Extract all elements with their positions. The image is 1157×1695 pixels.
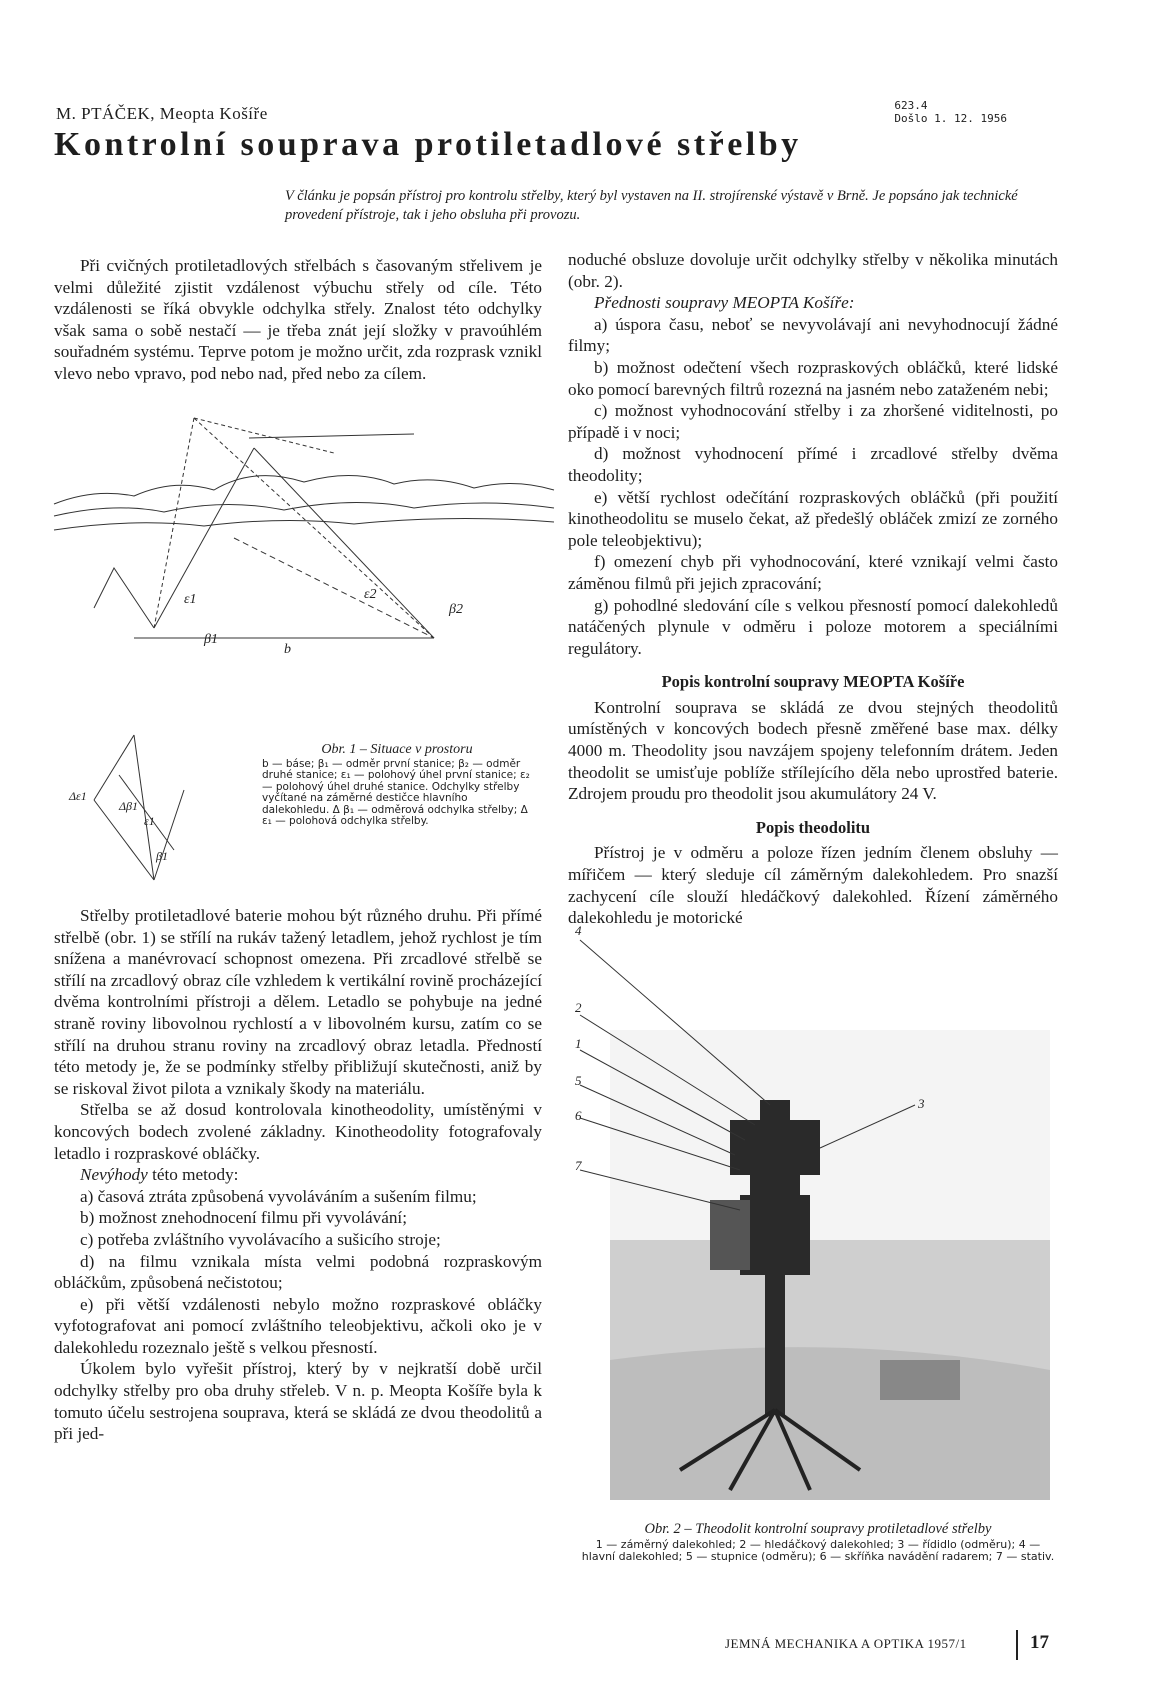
- figure-1-sketch: [54, 418, 554, 718]
- label-delta-beta: Δβ1: [119, 799, 139, 813]
- article-title: Kontrolní souprava protiletadlové střelby: [54, 126, 802, 163]
- disadvantages-heading: [54, 1164, 542, 1186]
- label-beta2: β2: [449, 602, 463, 617]
- callout-5: 5: [575, 1073, 582, 1088]
- paragraph: Úkolem bylo vyřešit přístroj, který by v nejkratší době určil odchylky střelby pro oba druhy střeleb. V n. p. Meopta Košíře byla k tomuto účelu sestrojena souprava, která se skládá ze dvou theodolitů a při jed-: [54, 1359, 542, 1444]
- callout-1: 1: [575, 1036, 582, 1051]
- label-epsilon1: ε1: [184, 592, 197, 607]
- article-meta: [894, 99, 1007, 125]
- figure-1-caption-text: b — báse; β₁ — odměr první stanice; β₂ — odměr druhé stanice; ε₁ — polohový úhel první stanice; ε₂ — polohový úhel druhé stanice. Odchylky střelby vyčítané na záměrné destičce hlavního dalekohledu. Δ β₁ — odměrová odchylka střelby; Δ ε₁ — polohová odchylka střelby.: [262, 757, 530, 827]
- callout-7: 7: [575, 1158, 582, 1173]
- callout-2: 2: [575, 1000, 582, 1015]
- label-base: b: [284, 642, 291, 657]
- paragraph: Při cvičných protiletadlových střelbách s časovaným střelivem je velmi důležité zjistit vzdálenost výbuchu střely od cíle. Této vzdálenosti se říká obvykle odchylka střely. Znalost této odchylky však sama o sobě nestačí — je třeba znát její složky v pravoúhlém souřadném systému. Teprve potom je možno určit, zda rozprask vznikl vlevo nebo vpravo, pod nebo nad, před nebo za cílem.: [54, 256, 542, 383]
- callout-6: 6: [575, 1108, 582, 1123]
- figure-2-caption: [578, 1523, 1058, 1564]
- paragraph: Přístroj je v odměru a poloze řízen jedním členem obsluhy — mířičem — který sleduje cíl záměrným dalekohledem. Pro snazší zachycení cíle slouží hledáčkový dalekohled. Řízení záměrného dalekohledu je motorické: [568, 843, 1058, 928]
- disadvantages-title: Nevýhody: [80, 1165, 148, 1185]
- left-column-main: [54, 905, 542, 1445]
- label-delta-epsilon: Δε1: [69, 789, 87, 803]
- list-item: b) možnost odečtení všech rozpraskových obláčků, které lidské oko pomocí barevných filtrů rozezná na jasném nebo zataženém nebi;: [568, 357, 1058, 399]
- author-line: M. PTÁČEK, Meopta Košíře: [56, 104, 268, 123]
- list-item: b) možnost znehodnocení filmu při vyvolávání;: [80, 1208, 407, 1228]
- section-heading: Popis kontrolní soupravy MEOPTA Košíře: [661, 672, 965, 692]
- paragraph: Kontrolní souprava se skládá ze dvou stejných theodolitů umístěných v koncových bodech přesně změřené base max. délky 4000 m. Theodolity jsou navzájem spojeny telefonním drátem. Jeden theodolit se umisťuje poblíže střílejícího děla nebo uprostřed baterie. Zdrojem proudu pro theodolit jsou akumulátory 24 V.: [568, 697, 1058, 804]
- list-item: e) při větší vzdálenosti nebylo možno rozpraskové obláčky vyfotografovat ani pomocí zvláštního teleobjektivu, ačkoli oko je v dalekohledu rozeznalo ještě s velkou přesností.: [54, 1294, 542, 1357]
- figure-2-caption-text: 1 — záměrný dalekohled; 2 — hledáčkový dalekohled; 3 — řídidlo (odměru); 4 — hlavní dalekohled; 5 — stupnice (odměru); 6 — skříňka navádění radarem; 7 — stativ.: [581, 1537, 1055, 1563]
- udc-code: 623.4: [894, 99, 928, 112]
- footer-divider: [1016, 1630, 1018, 1660]
- left-column-intro: [54, 255, 542, 385]
- received-date: Došlo 1. 12. 1956: [894, 112, 1007, 125]
- figure-2-photo: [575, 923, 1050, 1500]
- list-item: a) úspora času, neboť se nevyvolávají ani nevyhodnocují žádné filmy;: [568, 314, 1058, 356]
- paragraph: noduché obsluze dovoluje určit odchylky střelby v několika minutách (obr. 2).: [568, 250, 1058, 291]
- list-item: d) možnost vyhodnocení přímé i zrcadlové střelby dvěma theodolity;: [568, 444, 1058, 485]
- list-item: c) možnost vyhodnocování střelby i za zhoršené viditelnosti, po případě i v noci;: [568, 401, 1058, 442]
- list-item: d) na filmu vznikala místa velmi podobná rozpraskovým obláčkům, způsobená nečistotou;: [54, 1251, 542, 1293]
- figure-1-detail: [64, 730, 244, 885]
- paragraph: Střelby protiletadlové baterie mohou být různého druhu. Při přímé střelbě (obr. 1) se střílí na rukáv tažený letadlem, jehož rychlost je tím snížena a manévrovací schopnost omezena. Při zrcadlové střelbě se střílí na zrcadlový obraz cíle vzhledem k vertikální rovině procházející dvěma kontrolními přístroji a dělem. Letadlo se pohybuje na jedné straně roviny libovolnou rychlostí a v libovolném kursu, zatím co se střílí na druhou stranu roviny na zrcadlový obraz letadla. Předností této metody je, že se podmínky střelby přibližují skutečnosti, aniž by se riskoval život pilota a vznikaly škody na materiálu.: [54, 906, 542, 1098]
- list-item: a) časová ztráta způsobená vyvoláváním a sušením filmu;: [80, 1186, 477, 1206]
- callout-3: 3: [918, 1096, 925, 1111]
- label-beta1-detail: β1: [156, 849, 168, 863]
- disadvantages-rest: této metody:: [147, 1165, 239, 1185]
- figure-1-caption-title: Obr. 1 – Situace v prostoru: [321, 742, 473, 757]
- list-item: g) pohodlné sledování cíle s velkou přesností pomocí dalekohledů natáčených plynule v odměru i poloze motorem a speciálními regulátory.: [568, 595, 1058, 658]
- label-epsilon2: ε2: [364, 587, 377, 602]
- label-epsilon1-detail: ε1: [144, 814, 155, 828]
- list-item: f) omezení chyb při vyhodnocování, které vznikají velmi často záměnou filmů při jejich zpracování;: [568, 552, 1058, 593]
- list-item: e) větší rychlost odečítání rozpraskových obláčků (při použití kinotheodolitu se muselo čekat, až předešlý obláček zmizí ze zorného pole teleobjektivu);: [568, 487, 1058, 550]
- abstract: V článku je popsán přístroj pro kontrolu střelby, který byl vystaven na II. strojírenské výstavě v Brně. Je popsáno jak technické provedení přístroje, tak i jeho obsluha při provozu.: [285, 188, 1018, 223]
- section-heading: Popis theodolitu: [755, 817, 871, 837]
- right-column: [568, 249, 1058, 929]
- label-beta1: β1: [204, 632, 218, 647]
- figure-1-caption: [262, 744, 532, 828]
- page-number: 17: [1030, 1632, 1049, 1653]
- advantages-heading: Přednosti soupravy MEOPTA Košíře:: [594, 293, 855, 313]
- paragraph: Střelba se až dosud kontrolovala kinotheodolity, umístěnými v koncových bodech zvolené základny. Kinotheodolity fotografovaly letadlo i rozpraskové obláčky.: [54, 1100, 542, 1163]
- figure-2-caption-title: Obr. 2 – Theodolit kontrolní soupravy protiletadlové střelby: [644, 1521, 992, 1537]
- journal-name: JEMNÁ MECHANIKA A OPTIKA 1957/1: [725, 1636, 967, 1651]
- list-item: c) potřeba zvláštního vyvolávacího a sušicího stroje;: [80, 1229, 441, 1249]
- callout-4: 4: [575, 923, 582, 938]
